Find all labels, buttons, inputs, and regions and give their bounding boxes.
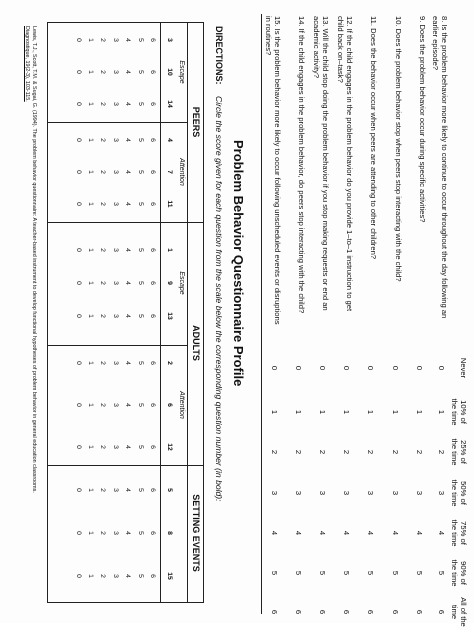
score-cell: 4 — [124, 445, 132, 449]
score-cell: 5 — [136, 488, 144, 492]
question-score: 2 — [415, 449, 424, 455]
score-cell: 5 — [136, 102, 144, 106]
group-header: PEERS — [191, 106, 201, 138]
question-number: 13 — [166, 312, 173, 320]
question-score: 6 — [391, 609, 400, 615]
score-cell: 5 — [136, 531, 144, 535]
score-cell: 3 — [111, 248, 119, 252]
score-cell: 5 — [136, 445, 144, 449]
question-score: 2 — [270, 449, 279, 455]
question-score: 1 — [391, 409, 400, 415]
question-score: 4 — [391, 530, 400, 536]
question-score: 5 — [415, 570, 424, 576]
group-divider — [48, 222, 204, 223]
citation-line-2: Diagnostique, 19(2-3), 103-115. — [24, 26, 30, 102]
score-cell: 5 — [136, 202, 144, 206]
score-cell: 4 — [124, 102, 132, 106]
score-cell: 6 — [149, 314, 156, 318]
question-score: 1 — [342, 409, 351, 415]
score-cell: 2 — [99, 70, 107, 74]
question-score: 2 — [342, 449, 351, 455]
table-border-left — [48, 22, 204, 23]
question-number: 3 — [166, 38, 173, 42]
question-number: 1 — [166, 248, 173, 252]
score-cell: 4 — [124, 38, 132, 42]
question-number: 2 — [166, 361, 173, 365]
question-number: 4 — [166, 138, 173, 142]
question-score: 2 — [318, 449, 327, 455]
score-cell: 1 — [87, 202, 94, 206]
question-text: 15. Is the problem behavior more likely to occur following unscheduled events or disruptions in routines? — [264, 16, 282, 325]
table-border-bottom — [47, 22, 48, 602]
score-cell: 1 — [87, 281, 94, 285]
score-cell: 1 — [87, 574, 94, 578]
score-cell: 2 — [99, 488, 107, 492]
question-score: 4 — [415, 530, 424, 536]
scale-label: 90% of the time — [450, 559, 468, 587]
question-number: 11 — [166, 200, 173, 208]
scale-label: 10% of the time — [450, 398, 468, 426]
question-score: 4 — [318, 530, 327, 536]
subgroup-divider — [48, 122, 188, 123]
score-cell: 5 — [136, 403, 144, 407]
score-cell: 0 — [74, 488, 82, 492]
score-cell: 0 — [74, 38, 82, 42]
question-score: 1 — [294, 409, 303, 415]
question-text: 11. Does the behavior occur when peers are attending to other children? — [369, 16, 378, 260]
question-score: 3 — [270, 490, 279, 496]
subgroup-header: Attention — [178, 158, 185, 186]
question-score: 5 — [318, 570, 327, 576]
citation-line-1: Lewis, T.J., Scott, T.M. & Sugai, G. (1994). The problem behavior questionnaire: A teacher-based instrument to develop functional hypotheses of problem behavior in general education classrooms. — [31, 26, 37, 493]
score-cell: 5 — [136, 361, 144, 365]
question-score: 4 — [270, 530, 279, 536]
score-cell: 6 — [149, 202, 156, 206]
question-text: 12. If the child engages in the problem behavior do you provide 1–to–1 instruction to get child back on–task? — [336, 16, 354, 312]
question-score: 3 — [318, 490, 327, 496]
score-cell: 1 — [87, 102, 94, 106]
question-score: 1 — [366, 409, 375, 415]
score-cell: 6 — [149, 403, 156, 407]
score-cell: 4 — [124, 314, 132, 318]
question-score: 0 — [366, 365, 375, 371]
question-score: 0 — [415, 365, 424, 371]
score-cell: 4 — [124, 202, 132, 206]
score-cell: 4 — [124, 248, 132, 252]
score-cell: 1 — [87, 170, 94, 174]
question-score: 1 — [318, 409, 327, 415]
score-cell: 4 — [124, 70, 132, 74]
score-cell: 4 — [124, 574, 132, 578]
score-cell: 0 — [74, 281, 82, 285]
group-header: SETTING EVENTS — [191, 494, 201, 572]
score-cell: 0 — [74, 248, 82, 252]
score-cell: 6 — [149, 531, 156, 535]
question-score: 1 — [270, 409, 279, 415]
score-cell: 1 — [87, 531, 94, 535]
question-number: 15 — [166, 572, 173, 580]
score-cell: 1 — [87, 70, 94, 74]
question-number: 10 — [166, 68, 173, 76]
question-score: 6 — [318, 609, 327, 615]
score-cell: 5 — [136, 70, 144, 74]
question-score: 3 — [415, 490, 424, 496]
directions-text: Circle the score given for each question from the scale below the corresponding question number (in bold): — [214, 96, 224, 502]
question-score: 3 — [342, 490, 351, 496]
score-cell: 2 — [99, 445, 107, 449]
score-cell: 1 — [87, 403, 94, 407]
question-score: 0 — [437, 365, 446, 371]
score-cell: 5 — [136, 170, 144, 174]
question-number: 8 — [166, 531, 173, 535]
document-title: Problem Behavior Questionnaire Profile — [231, 140, 246, 387]
score-cell: 0 — [74, 574, 82, 578]
score-cell: 2 — [99, 38, 107, 42]
question-score: 2 — [437, 449, 446, 455]
score-cell: 4 — [124, 361, 132, 365]
score-cell: 6 — [149, 445, 156, 449]
score-cell: 1 — [87, 248, 94, 252]
score-cell: 4 — [124, 488, 132, 492]
question-number: 12 — [166, 443, 173, 451]
score-cell: 3 — [111, 361, 119, 365]
score-cell: 2 — [99, 361, 107, 365]
score-cell: 2 — [99, 170, 107, 174]
score-cell: 3 — [111, 202, 119, 206]
score-cell: 1 — [87, 314, 94, 318]
question-number: 6 — [166, 403, 173, 407]
scale-label: 50% of the time — [450, 479, 468, 507]
score-cell: 6 — [149, 281, 156, 285]
question-score: 6 — [415, 609, 424, 615]
score-cell: 3 — [111, 403, 119, 407]
score-cell: 1 — [87, 38, 94, 42]
question-score: 6 — [270, 609, 279, 615]
top-rule — [261, 14, 262, 614]
score-cell: 3 — [111, 138, 119, 142]
question-score: 1 — [437, 409, 446, 415]
directions-label: DIRECTIONS: — [214, 26, 224, 85]
score-cell: 3 — [111, 102, 119, 106]
question-score: 0 — [270, 365, 279, 371]
score-cell: 6 — [149, 38, 156, 42]
score-cell: 2 — [99, 138, 107, 142]
question-text: 9. Does the problem behavior occur during specific activities? — [418, 16, 427, 223]
score-cell: 3 — [111, 531, 119, 535]
score-cell: 1 — [87, 488, 94, 492]
score-cell: 2 — [99, 248, 107, 252]
score-cell: 2 — [99, 403, 107, 407]
score-cell: 6 — [149, 248, 156, 252]
group-divider — [48, 465, 204, 466]
question-score: 5 — [294, 570, 303, 576]
question-score: 3 — [294, 490, 303, 496]
score-cell: 3 — [111, 170, 119, 174]
score-cell: 3 — [111, 445, 119, 449]
table-border-right — [47, 602, 204, 603]
score-cell: 0 — [74, 138, 82, 142]
score-cell: 1 — [87, 138, 94, 142]
score-cell: 3 — [111, 70, 119, 74]
question-score: 5 — [342, 570, 351, 576]
score-cell: 2 — [99, 202, 107, 206]
question-number: 14 — [166, 100, 173, 108]
score-cell: 6 — [149, 361, 156, 365]
score-cell: 5 — [136, 138, 144, 142]
question-score: 0 — [294, 365, 303, 371]
score-cell: 4 — [124, 170, 132, 174]
question-score: 0 — [342, 365, 351, 371]
score-cell: 0 — [74, 102, 82, 106]
question-score: 3 — [437, 490, 446, 496]
question-score: 6 — [366, 609, 375, 615]
score-cell: 3 — [111, 38, 119, 42]
question-score: 3 — [366, 490, 375, 496]
score-cell: 0 — [74, 531, 82, 535]
question-score: 6 — [342, 609, 351, 615]
score-cell: 5 — [136, 574, 144, 578]
question-number: 7 — [166, 170, 173, 174]
question-number: 5 — [166, 488, 173, 492]
question-score: 2 — [366, 449, 375, 455]
score-cell: 0 — [74, 403, 82, 407]
score-cell: 0 — [74, 361, 82, 365]
score-cell: 0 — [74, 202, 82, 206]
score-cell: 4 — [124, 281, 132, 285]
score-cell: 0 — [74, 170, 82, 174]
subgroup-header: Escape — [178, 271, 185, 295]
subgroup-header: Attention — [178, 391, 185, 419]
group-header: ADULTS — [191, 325, 201, 361]
question-score: 6 — [437, 609, 446, 615]
question-score: 2 — [294, 449, 303, 455]
question-score: 4 — [366, 530, 375, 536]
score-cell: 5 — [136, 314, 144, 318]
score-cell: 4 — [124, 403, 132, 407]
question-score: 2 — [391, 449, 400, 455]
subgroup-header: Escape — [178, 60, 185, 84]
question-text: 10. Does the problem behavior stop when peers stop interacting with the child? — [394, 16, 403, 282]
score-cell: 2 — [99, 531, 107, 535]
question-score: 4 — [437, 530, 446, 536]
question-score: 5 — [366, 570, 375, 576]
score-cell: 2 — [99, 281, 107, 285]
score-cell: 5 — [136, 38, 144, 42]
score-cell: 3 — [111, 314, 119, 318]
score-cell: 3 — [111, 574, 119, 578]
score-cell: 6 — [149, 170, 156, 174]
score-cell: 1 — [87, 361, 94, 365]
score-cell: 0 — [74, 445, 82, 449]
score-cell: 6 — [149, 70, 156, 74]
score-cell: 6 — [149, 102, 156, 106]
header-rule — [187, 22, 188, 602]
question-score: 6 — [294, 609, 303, 615]
score-cell: 6 — [149, 574, 156, 578]
scale-label: Never — [459, 357, 468, 379]
score-cell: 3 — [111, 281, 119, 285]
score-cell: 5 — [136, 248, 144, 252]
question-score: 3 — [391, 490, 400, 496]
question-score: 4 — [342, 530, 351, 536]
table-border-top — [203, 22, 204, 602]
question-score: 5 — [270, 570, 279, 576]
score-cell: 0 — [74, 70, 82, 74]
score-cell: 2 — [99, 314, 107, 318]
question-score: 1 — [415, 409, 424, 415]
number-rule — [160, 22, 161, 602]
score-cell: 6 — [149, 488, 156, 492]
score-cell: 5 — [136, 281, 144, 285]
score-cell: 2 — [99, 102, 107, 106]
score-cell: 3 — [111, 488, 119, 492]
question-score: 4 — [294, 530, 303, 536]
score-cell: 1 — [87, 445, 94, 449]
score-cell: 0 — [74, 314, 82, 318]
question-number: 9 — [166, 281, 173, 285]
question-text: 14. If the child engages in the problem behavior, do peers stop interacting with the child? — [297, 16, 306, 314]
question-score: 0 — [391, 365, 400, 371]
subgroup-divider — [48, 345, 188, 346]
score-cell: 4 — [124, 138, 132, 142]
scale-label: All of the time — [450, 597, 468, 627]
score-cell: 6 — [149, 138, 156, 142]
scale-label: 75% of the time — [450, 519, 468, 547]
question-score: 0 — [318, 365, 327, 371]
question-score: 5 — [391, 570, 400, 576]
question-score: 5 — [437, 570, 446, 576]
score-cell: 4 — [124, 531, 132, 535]
score-cell: 2 — [99, 574, 107, 578]
question-text: 8. Is the problem behavior more likely to continue to occur throughout the day following an earlier episode? — [431, 16, 449, 319]
scale-label: 25% of the time — [450, 438, 468, 466]
question-text: 13. Will the child stop doing the problem behavior if you stop making requests or end an academic activity? — [312, 16, 330, 311]
